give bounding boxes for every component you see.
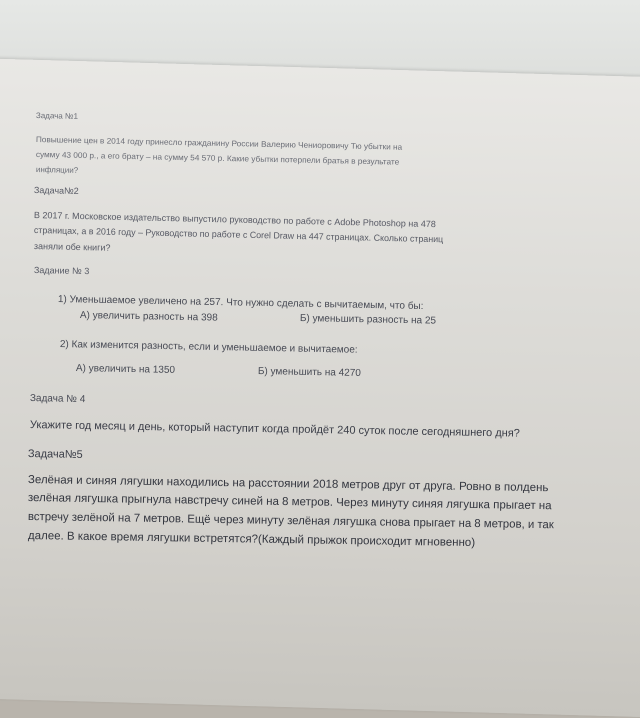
task3-item2: 2) Как изменится разность, если и уменьшаемое и вычитаемое: — [59, 339, 358, 356]
task2-line: В 2017 г. Московское издательство выпустило руководство по работе с Adobe Photoshop на 478 — [33, 210, 436, 230]
task5-line: далее. В какое время лягушки встретятся?(Каждый прыжок происходит мгновенно) — [27, 530, 476, 550]
task2-line: заняли обе книги? — [33, 241, 111, 253]
task1-heading: Задача №1 — [35, 111, 79, 121]
task2-line: страницах, а в 2016 году – Руководство по работе с Corel Draw на 447 страницах. Сколько страниц — [33, 225, 444, 245]
task4-heading: Задача № 4 — [29, 393, 86, 406]
task1-line: сумму 43 000 р., а его брату – на сумму 54 570 р. Какие убытки потерпели братья в результате — [35, 150, 400, 167]
task2-heading: Задача№2 — [33, 185, 79, 197]
task3-heading: Задание № 3 — [33, 265, 90, 277]
task3-item1-option-a: А) увеличить разность на 398 — [79, 310, 218, 324]
task4-line: Укажите год месяц и день, который наступит когда пройдёт 240 суток после сегодняшнего дня? — [29, 419, 520, 440]
task1-line: инфляции? — [35, 165, 79, 175]
task5-line: зелёная лягушка прыгнула навстречу синей на 8 метров. Через минуту синяя лягушка прыгает на — [27, 492, 552, 513]
task3-item1-option-b: Б) уменьшить разность на 25 — [299, 313, 437, 327]
task5-line: встречу зелёной на 7 метров. Ещё через минуту зелёная лягушка снова прыгает на 8 метров, и так — [27, 511, 554, 532]
task5-heading: Задача№5 — [27, 448, 83, 461]
task3-item2-option-a: А) увеличить на 1350 — [75, 363, 176, 376]
task3-item1: 1) Уменьшаемое увеличено на 257. Что нужно сделать с вычитаемым, что бы: — [57, 294, 424, 313]
task1-line: Повышение цен в 2014 году принесло гражданину России Валерию Чениоровичу Тю убытки на — [35, 135, 403, 152]
task3-item2-option-b: Б) уменьшить на 4270 — [257, 366, 362, 379]
task5-line: Зелёная и синяя лягушки находились на расстоянии 2018 метров друг от друга. Ровно в полдень — [27, 474, 549, 495]
